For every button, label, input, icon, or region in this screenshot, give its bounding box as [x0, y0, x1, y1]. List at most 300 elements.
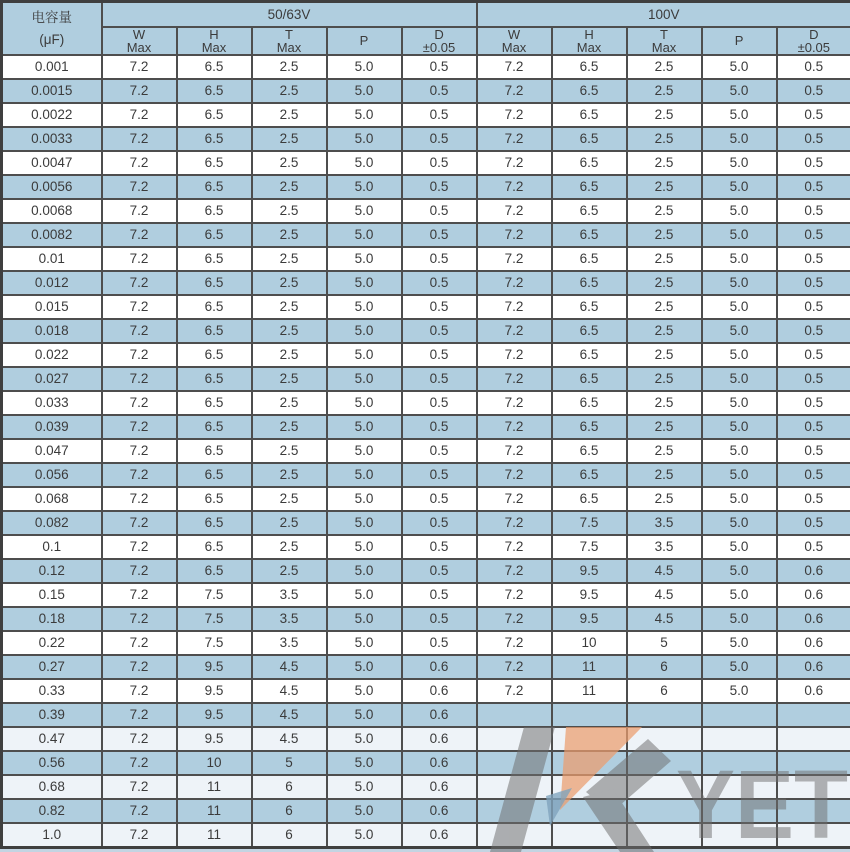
dimension-cell: 5.0: [702, 319, 777, 343]
capacitance-cell: 0.0015: [2, 79, 102, 103]
capacitance-cell: 0.082: [2, 511, 102, 535]
capacitance-cell: 0.0022: [2, 103, 102, 127]
dimension-cell: 0.5: [777, 463, 850, 487]
dimension-cell: 6: [627, 655, 702, 679]
dimension-cell: 6.5: [177, 559, 252, 583]
dimension-cell: [477, 727, 552, 751]
dimension-cell: 3.5: [252, 583, 327, 607]
dimension-cell: 2.5: [627, 103, 702, 127]
dimension-cell: 0.5: [402, 55, 477, 79]
dimension-cell: 6.5: [552, 55, 627, 79]
dimension-cell: 3.5: [252, 631, 327, 655]
capacitance-cell: 0.0082: [2, 223, 102, 247]
dimension-cell: 6.5: [177, 487, 252, 511]
col-header-h-max-100v: H Max: [552, 27, 627, 55]
dimension-cell: 7.2: [102, 367, 177, 391]
dimension-cell: 0.6: [777, 607, 850, 631]
dimension-cell: 5.0: [327, 487, 402, 511]
dimension-cell: 6.5: [177, 391, 252, 415]
dimension-cell: 7.2: [102, 655, 177, 679]
dimension-cell: 0.5: [777, 151, 850, 175]
dimension-cell: 3.5: [627, 511, 702, 535]
dimension-cell: 5.0: [702, 559, 777, 583]
dimension-cell: 7.2: [102, 271, 177, 295]
dimension-cell: [702, 727, 777, 751]
dimension-cell: 7.2: [477, 607, 552, 631]
dimension-cell: 5.0: [702, 535, 777, 559]
dimension-cell: 0.5: [777, 439, 850, 463]
dimension-cell: 0.5: [402, 295, 477, 319]
dimension-cell: 2.5: [252, 463, 327, 487]
col-header-t-max-100v: T Max: [627, 27, 702, 55]
dimension-cell: 5.0: [702, 271, 777, 295]
dimension-cell: 0.5: [402, 271, 477, 295]
dimension-cell: 2.5: [252, 79, 327, 103]
dimension-cell: 9.5: [177, 655, 252, 679]
dimension-cell: 7.2: [477, 79, 552, 103]
dimension-cell: [627, 751, 702, 775]
table-row: [2, 415, 850, 439]
dimension-cell: 0.5: [402, 487, 477, 511]
dimension-cell: 5.0: [702, 511, 777, 535]
dimension-cell: 7.2: [477, 415, 552, 439]
dimension-cell: 0.5: [402, 343, 477, 367]
dimension-cell: 7.2: [102, 319, 177, 343]
dimension-cell: 2.5: [252, 175, 327, 199]
dimension-cell: 2.5: [627, 463, 702, 487]
dimension-cell: 6.5: [177, 271, 252, 295]
dimension-cell: 0.5: [402, 151, 477, 175]
dimension-cell: 11: [552, 655, 627, 679]
dimension-cell: [702, 703, 777, 727]
dimension-cell: 0.6: [402, 799, 477, 823]
dimension-cell: 2.5: [252, 319, 327, 343]
dimension-cell: 5.0: [327, 295, 402, 319]
dimension-cell: 7.2: [102, 799, 177, 823]
dimension-cell: 0.5: [402, 631, 477, 655]
dimension-cell: 5.0: [327, 415, 402, 439]
table-row: [2, 175, 850, 199]
dimension-cell: 6.5: [177, 199, 252, 223]
header-subcol-row: [2, 27, 850, 55]
dimension-cell: [477, 823, 552, 848]
dimension-cell: 5.0: [327, 799, 402, 823]
dimension-cell: 0.5: [777, 199, 850, 223]
dimension-cell: 2.5: [252, 247, 327, 271]
dimension-cell: 2.5: [252, 55, 327, 79]
dimension-cell: 2.5: [627, 247, 702, 271]
dimension-cell: [702, 799, 777, 823]
capacitance-header-unit: (μF): [39, 31, 65, 47]
dimension-cell: 2.5: [627, 199, 702, 223]
dimension-cell: [777, 823, 850, 848]
capacitance-cell: 0.012: [2, 271, 102, 295]
dimension-cell: 0.6: [777, 679, 850, 703]
table-row: [2, 631, 850, 655]
dimension-cell: 0.6: [402, 679, 477, 703]
dimension-cell: 6.5: [552, 463, 627, 487]
dimension-cell: 7.2: [477, 631, 552, 655]
dimension-cell: 7.2: [102, 295, 177, 319]
capacitance-header-title: 电容量: [31, 9, 72, 25]
dimension-cell: 5.0: [702, 247, 777, 271]
dimension-cell: 0.5: [777, 295, 850, 319]
col-header-w-max-100v: W Max: [477, 27, 552, 55]
dimension-cell: 7.2: [477, 559, 552, 583]
dimension-cell: 6.5: [552, 391, 627, 415]
dimension-cell: 4.5: [627, 559, 702, 583]
dimension-cell: 7.2: [477, 199, 552, 223]
dimension-cell: 6.5: [177, 103, 252, 127]
dimension-cell: 3.5: [252, 607, 327, 631]
capacitance-cell: 0.0047: [2, 151, 102, 175]
col-header-p-50v: P: [327, 27, 402, 55]
capacitance-cell: 0.27: [2, 655, 102, 679]
dimension-cell: 6: [627, 679, 702, 703]
dimension-cell: 2.5: [252, 295, 327, 319]
dimension-cell: 5.0: [702, 367, 777, 391]
dimension-cell: [477, 703, 552, 727]
dimension-cell: 4.5: [627, 583, 702, 607]
dimension-cell: 2.5: [627, 343, 702, 367]
table-row: [2, 679, 850, 703]
capacitance-cell: 0.39: [2, 703, 102, 727]
dimension-cell: [627, 703, 702, 727]
dimension-cell: 4.5: [252, 703, 327, 727]
dimension-cell: [777, 703, 850, 727]
dimension-cell: [552, 751, 627, 775]
dimension-cell: 7.2: [102, 55, 177, 79]
dimension-cell: 6.5: [177, 319, 252, 343]
capacitance-cell: 0.1: [2, 535, 102, 559]
table-row: [2, 127, 850, 151]
capacitance-cell: 0.0068: [2, 199, 102, 223]
dimension-cell: 2.5: [252, 415, 327, 439]
dimension-cell: 9.5: [177, 703, 252, 727]
dimension-cell: 0.6: [402, 655, 477, 679]
dimension-cell: 0.5: [777, 415, 850, 439]
dimension-cell: 7.2: [477, 247, 552, 271]
col-header-h-max-50v: H Max: [177, 27, 252, 55]
dimension-cell: 11: [177, 799, 252, 823]
dimension-cell: 0.5: [402, 511, 477, 535]
dimension-cell: 2.5: [627, 151, 702, 175]
dimension-cell: 6.5: [177, 463, 252, 487]
dimension-cell: 5.0: [327, 535, 402, 559]
dimension-cell: 5.0: [327, 343, 402, 367]
dimension-cell: 0.6: [777, 631, 850, 655]
dimension-cell: 0.6: [402, 727, 477, 751]
dimension-cell: 6.5: [177, 295, 252, 319]
capacitance-cell: 1.0: [2, 823, 102, 848]
dimension-cell: 0.5: [777, 511, 850, 535]
capacitance-cell: 0.033: [2, 391, 102, 415]
table-row: [2, 703, 850, 727]
dimension-cell: 7.2: [102, 751, 177, 775]
dimension-cell: 0.5: [777, 223, 850, 247]
table-row: [2, 751, 850, 775]
dimension-cell: 7.2: [477, 343, 552, 367]
dimension-cell: 6.5: [552, 175, 627, 199]
dimension-cell: 5.0: [327, 679, 402, 703]
dimension-cell: 2.5: [252, 559, 327, 583]
dimension-cell: 7.2: [102, 79, 177, 103]
capacitance-cell: 0.47: [2, 727, 102, 751]
table-row: [2, 199, 850, 223]
dimension-cell: 5.0: [327, 175, 402, 199]
dimension-cell: 7.2: [102, 631, 177, 655]
capacitance-cell: 0.0033: [2, 127, 102, 151]
dimension-cell: 0.5: [777, 103, 850, 127]
dimension-cell: 0.6: [402, 823, 477, 848]
dimension-cell: 5.0: [327, 583, 402, 607]
capacitance-cell: 0.001: [2, 55, 102, 79]
table-row: [2, 607, 850, 631]
dimension-cell: 3.5: [627, 535, 702, 559]
dimension-cell: 5.0: [702, 151, 777, 175]
dimension-cell: 2.5: [252, 487, 327, 511]
dimension-cell: [627, 727, 702, 751]
header-group-row: [2, 2, 850, 27]
capacitance-cell: 0.018: [2, 319, 102, 343]
dimension-cell: [552, 823, 627, 848]
capacitance-header-cell: [2, 2, 102, 55]
dimension-cell: 0.5: [402, 583, 477, 607]
dimension-cell: 11: [552, 679, 627, 703]
table-row: [2, 823, 850, 848]
dimension-cell: 7.2: [477, 535, 552, 559]
dimension-cell: 4.5: [627, 607, 702, 631]
dimension-cell: 7.2: [477, 103, 552, 127]
dimension-cell: 0.5: [402, 79, 477, 103]
dimension-cell: 5.0: [327, 319, 402, 343]
dimension-cell: [627, 799, 702, 823]
dimension-cell: 0.6: [777, 655, 850, 679]
table-row: [2, 79, 850, 103]
dimension-cell: 5.0: [702, 103, 777, 127]
dimension-cell: 7.2: [102, 727, 177, 751]
table-row: [2, 247, 850, 271]
voltage-group-50-63v: 50/63V: [102, 2, 477, 27]
dimension-cell: 5.0: [702, 583, 777, 607]
dimension-cell: 7.2: [102, 391, 177, 415]
dimension-cell: 7.2: [477, 55, 552, 79]
dimension-cell: [702, 775, 777, 799]
dimension-cell: 0.6: [402, 703, 477, 727]
dimension-cell: 5.0: [702, 223, 777, 247]
dimension-cell: 5.0: [327, 271, 402, 295]
dimension-cell: 2.5: [252, 199, 327, 223]
dimension-cell: 0.5: [402, 415, 477, 439]
dimension-cell: 5: [627, 631, 702, 655]
dimension-cell: 0.5: [777, 79, 850, 103]
dimension-cell: [777, 799, 850, 823]
dimension-cell: 5.0: [327, 439, 402, 463]
dimension-cell: 5.0: [702, 175, 777, 199]
dimension-cell: 5.0: [702, 487, 777, 511]
dimension-cell: 5.0: [702, 79, 777, 103]
dimension-cell: 5.0: [327, 391, 402, 415]
dimension-cell: 5.0: [327, 655, 402, 679]
dimension-cell: [777, 727, 850, 751]
dimension-cell: [777, 775, 850, 799]
dimension-cell: 7.2: [477, 583, 552, 607]
dimension-cell: 0.5: [402, 367, 477, 391]
table-row: [2, 655, 850, 679]
dimension-cell: 0.5: [402, 439, 477, 463]
dimension-cell: 0.5: [777, 367, 850, 391]
table-row: [2, 103, 850, 127]
dimension-cell: 7.2: [477, 175, 552, 199]
dimension-cell: 0.5: [402, 103, 477, 127]
dimension-cell: 5.0: [327, 775, 402, 799]
dimension-cell: 0.6: [402, 751, 477, 775]
dimension-cell: 6: [252, 823, 327, 848]
dimension-cell: 0.5: [402, 559, 477, 583]
dimension-cell: 0.5: [777, 535, 850, 559]
capacitance-cell: 0.022: [2, 343, 102, 367]
col-header-d-tol-100v: D ±0.05: [777, 27, 850, 55]
dimension-cell: 0.5: [777, 55, 850, 79]
capacitance-cell: 0.12: [2, 559, 102, 583]
col-header-p-100v: P: [702, 27, 777, 55]
dimension-cell: 7.2: [102, 127, 177, 151]
dimension-cell: 2.5: [252, 343, 327, 367]
dimension-cell: 2.5: [627, 127, 702, 151]
dimension-cell: 0.5: [402, 175, 477, 199]
dimension-cell: 7.2: [477, 367, 552, 391]
table-row: [2, 775, 850, 799]
dimension-cell: 6.5: [177, 55, 252, 79]
dimension-cell: 6.5: [552, 439, 627, 463]
dimension-cell: 2.5: [627, 487, 702, 511]
dimension-cell: 7.2: [102, 151, 177, 175]
dimension-cell: 7.2: [477, 271, 552, 295]
dimension-cell: 7.2: [477, 439, 552, 463]
dimension-cell: 7.2: [102, 487, 177, 511]
table-row: [2, 55, 850, 79]
dimension-cell: 7.2: [102, 775, 177, 799]
dimension-cell: 0.5: [777, 175, 850, 199]
capacitance-cell: 0.68: [2, 775, 102, 799]
table-row: [2, 535, 850, 559]
dimension-cell: [627, 823, 702, 848]
dimension-cell: 9.5: [552, 559, 627, 583]
capacitance-cell: 0.18: [2, 607, 102, 631]
dimension-cell: 6.5: [552, 319, 627, 343]
dimension-cell: 5.0: [327, 703, 402, 727]
dimension-cell: 0.6: [777, 583, 850, 607]
dimension-cell: 7.2: [102, 103, 177, 127]
dimension-cell: 6.5: [177, 151, 252, 175]
kyet-logo-letters: YET: [676, 750, 848, 852]
dimension-cell: 6.5: [177, 367, 252, 391]
table-row: [2, 463, 850, 487]
dimension-cell: 5.0: [327, 79, 402, 103]
dimension-cell: 5.0: [702, 199, 777, 223]
dimension-cell: 2.5: [627, 79, 702, 103]
dimension-cell: 0.6: [777, 559, 850, 583]
dimension-cell: 6.5: [552, 199, 627, 223]
capacitance-cell: 0.22: [2, 631, 102, 655]
dimension-cell: 5.0: [702, 655, 777, 679]
capacitance-cell: 0.15: [2, 583, 102, 607]
dimension-cell: 7.2: [477, 655, 552, 679]
dimension-cell: [627, 775, 702, 799]
dimension-cell: 7.2: [102, 223, 177, 247]
dimension-cell: 0.6: [402, 775, 477, 799]
dimension-cell: 2.5: [252, 535, 327, 559]
dimension-cell: 9.5: [177, 679, 252, 703]
dimension-cell: 7.2: [102, 343, 177, 367]
dimension-cell: 7.2: [102, 439, 177, 463]
dimension-cell: 7.2: [477, 223, 552, 247]
dimension-cell: 11: [177, 775, 252, 799]
dimension-cell: 0.5: [777, 247, 850, 271]
dimension-cell: 6.5: [552, 103, 627, 127]
dimension-cell: 6.5: [552, 271, 627, 295]
dimension-cell: 2.5: [627, 271, 702, 295]
dimension-cell: 7.2: [102, 535, 177, 559]
dimension-cell: 2.5: [252, 127, 327, 151]
dimension-cell: [777, 751, 850, 775]
table-row: [2, 151, 850, 175]
dimension-cell: 5.0: [327, 247, 402, 271]
voltage-group-100v: 100V: [477, 2, 850, 27]
dimension-cell: 5.0: [702, 127, 777, 151]
dimension-cell: 6.5: [177, 343, 252, 367]
dimension-cell: 7.2: [102, 679, 177, 703]
dimension-cell: 2.5: [627, 367, 702, 391]
table-row: [2, 727, 850, 751]
dimension-cell: 7.2: [102, 823, 177, 848]
dimension-cell: 5.0: [327, 823, 402, 848]
dimension-cell: 10: [552, 631, 627, 655]
dimension-cell: 0.5: [777, 127, 850, 151]
dimension-cell: 5.0: [327, 463, 402, 487]
dimension-cell: 5.0: [702, 391, 777, 415]
dimension-cell: [552, 799, 627, 823]
table-row: [2, 799, 850, 823]
dimension-cell: 7.2: [102, 559, 177, 583]
dimension-cell: 0.5: [402, 391, 477, 415]
dimension-cell: [702, 751, 777, 775]
dimension-cell: 7.2: [102, 583, 177, 607]
dimension-cell: 2.5: [627, 391, 702, 415]
dimension-cell: 5.0: [327, 511, 402, 535]
dimension-cell: [552, 727, 627, 751]
dimension-cell: 5.0: [327, 559, 402, 583]
dimension-cell: 7.5: [177, 631, 252, 655]
dimension-cell: 2.5: [252, 391, 327, 415]
dimension-cell: 5.0: [327, 55, 402, 79]
dimension-cell: 7.2: [102, 463, 177, 487]
col-header-w-max-50v: W Max: [102, 27, 177, 55]
dimension-cell: 6: [252, 799, 327, 823]
dimension-cell: [552, 775, 627, 799]
dimension-cell: 7.2: [477, 463, 552, 487]
capacitance-cell: 0.068: [2, 487, 102, 511]
dimension-cell: 6.5: [177, 127, 252, 151]
dimension-cell: 5.0: [702, 631, 777, 655]
dimension-cell: 4.5: [252, 727, 327, 751]
dimension-cell: 9.5: [552, 607, 627, 631]
table-row: [2, 343, 850, 367]
dimension-cell: 6.5: [552, 367, 627, 391]
dimension-cell: [477, 799, 552, 823]
dimension-cell: 6.5: [177, 439, 252, 463]
dimension-cell: 0.5: [777, 319, 850, 343]
